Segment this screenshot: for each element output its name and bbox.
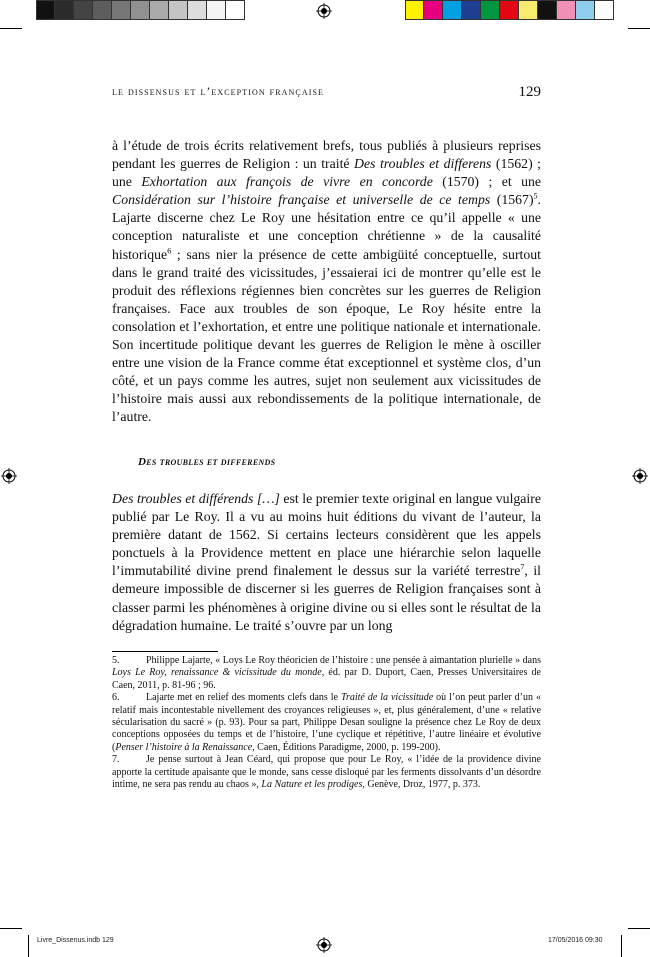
text-run: (1562) ; une	[112, 156, 541, 190]
process-color-bar	[405, 0, 614, 20]
gray-swatch	[93, 0, 112, 20]
text-run: . Lajarte discerne chez Le Roy une hésitation entre ce qu’il appelle « une conception naturaliste et une conception chrétienne » de la causalité historique	[112, 192, 541, 262]
page-number: 129	[518, 84, 541, 100]
gray-swatch	[112, 0, 131, 20]
text-run: , il demeure impossible de discerner si les guerres de Religion françaises sont à classer parmi les phénomènes à origine divine ou si elles sont le résultat de la dégradation humaine. Le traité s’ouvre par un long	[112, 563, 541, 633]
italic-text: Considération sur l’histoire française et universelle de ce temps	[112, 192, 491, 208]
italic-text: Penser l’histoire à la Renaissance	[115, 741, 253, 753]
footnote	[112, 692, 541, 754]
gray-swatch	[36, 0, 55, 20]
text-run: Philippe Lajarte, « Loys Le Roy théoricien de l’histoire : une pensée à aimantation plurielle » dans	[146, 655, 541, 666]
text-run: est le premier texte original en langue vulgaire publié par Le Roy. Il a vu au moins huit éditions du vivant de l’auteur, la première datant de 1562. Si certains lecteurs considèrent que les appels ponctuels à la Providence mettent en place une hiérarchie selon laquelle l’immutabilité divine prend finalement le dessus sur la variété terrestre	[112, 491, 541, 579]
footnotes	[112, 655, 541, 791]
text-run: où l’on peut parler d’un « relatif mais incontestable nivellement des croyances religieuses », et, plus généralement, d’une « relative sécularisation du sacré » (p. 93). Pour sa part, Philippe Desan souligne la présence chez Le Roy de deux conceptions opposées du temps et de l’histoire, l’une cyclique et répétitive, l’autre linéaire et évolutive (	[112, 692, 541, 753]
gray-swatch	[74, 0, 93, 20]
registration-mark-icon	[316, 3, 332, 19]
text-run: (1570) ; et une	[432, 174, 541, 190]
text-run: (1567)	[490, 192, 534, 208]
footnote-number: 5.	[112, 655, 120, 666]
italic-text: Traité de la vicissitude	[340, 692, 434, 704]
footnote-number: 6.	[112, 692, 120, 704]
body-paragraph	[112, 490, 541, 635]
crop-mark	[621, 935, 622, 957]
italic-text: Des troubles et differens	[354, 156, 492, 172]
registration-mark-icon	[316, 937, 332, 953]
gray-swatch	[150, 0, 169, 20]
section-heading: Des troubles et differends	[138, 456, 276, 468]
crop-mark	[28, 935, 29, 957]
text-run: Lajarte met en relief des moments clefs dans le	[146, 692, 341, 704]
gray-swatch	[226, 0, 245, 20]
running-head	[112, 84, 541, 104]
gray-swatch	[169, 0, 188, 20]
color-swatch	[481, 0, 500, 20]
italic-text: Exhortation aux françois de vivre en concorde	[141, 174, 433, 190]
text-run: ; sans nier la présence de cette ambigüité conceptuelle, surtout dans le grand traité des vicissitudes, j’essaierai ici de montrer qu’elle est le produit des réflexions régiennes bien concrètes sur les guerres de Religion françaises. Face aux troubles de son époque, Le Roy hésite entre la consolation et l’exhortation, et entre une politique nationale et internationale. Son incertitude politique devant les guerres de Religion le mène à osciller entre une vision de la France comme état exceptionnel et système clos, d’un côté, et un pays comme les autres, sujet non seulement aux vicissitudes de l’histoire mais aussi aux rebondissements de la politique internationale, de l’autre.	[112, 246, 541, 425]
footnote-ref: 7	[520, 562, 525, 572]
gray-swatch	[55, 0, 74, 20]
slug-datetime: 17/05/2016 09:30	[548, 937, 603, 944]
body-paragraph	[112, 137, 541, 427]
text-run: à l’étude de trois écrits relativement brefs, tous publiés à plusieurs reprises pendant les guerres de Religion : un traité	[112, 138, 541, 172]
color-swatch	[405, 0, 424, 20]
footnote-number: 7.	[112, 754, 120, 766]
color-swatch	[462, 0, 481, 20]
slug-filename: Livre_Dissenus.indb 129	[37, 937, 114, 944]
crop-mark	[0, 928, 22, 929]
crop-mark	[0, 28, 22, 29]
italic-text: Des troubles et différends […]	[112, 491, 280, 506]
footnote-ref: 5	[533, 191, 538, 201]
footnote-ref: 6	[167, 245, 172, 255]
crop-mark	[628, 28, 650, 29]
footnote-text	[112, 655, 541, 691]
crop-mark	[628, 928, 650, 929]
color-swatch	[519, 0, 538, 20]
color-swatch	[500, 0, 519, 20]
color-swatch	[538, 0, 557, 20]
running-title: le dissensus et l’exception française	[112, 86, 325, 98]
gray-swatch	[207, 0, 226, 20]
footnote-text	[112, 692, 541, 753]
footnote	[112, 655, 541, 692]
color-swatch	[443, 0, 462, 20]
footnote	[112, 754, 541, 791]
italic-text: Loys Le Roy, renaissance & vicissitude du monde	[112, 667, 322, 679]
text-run: , éd. par D. Duport, Caen, Presses Universitaires de Caen, 2011, p. 81-96 ; 96.	[112, 667, 541, 691]
footnote-text	[112, 754, 541, 790]
text-run: Je pense surtout à Jean Céard, qui propose que pour Le Roy, « l’idée de la providence divine apporte la certitude apaisante que le monde, sans cesse disloqué par les ferments dissolvants d’un désordre intime, ne sera pas rendu au chaos »,	[112, 754, 541, 791]
text-run: , Caen, Éditions Paradigme, 2000, p. 199-200).	[252, 741, 441, 753]
registration-mark-icon	[632, 468, 648, 484]
registration-mark-icon	[1, 468, 17, 484]
italic-text: La Nature et les prodiges	[261, 779, 363, 791]
color-swatch	[595, 0, 614, 20]
footnote-rule	[112, 651, 218, 652]
gray-swatch	[188, 0, 207, 20]
color-swatch	[424, 0, 443, 20]
text-run: , Genève, Droz, 1977, p. 373.	[362, 779, 481, 791]
color-swatch	[557, 0, 576, 20]
grayscale-color-bar	[36, 0, 245, 20]
color-swatch	[576, 0, 595, 20]
gray-swatch	[131, 0, 150, 20]
